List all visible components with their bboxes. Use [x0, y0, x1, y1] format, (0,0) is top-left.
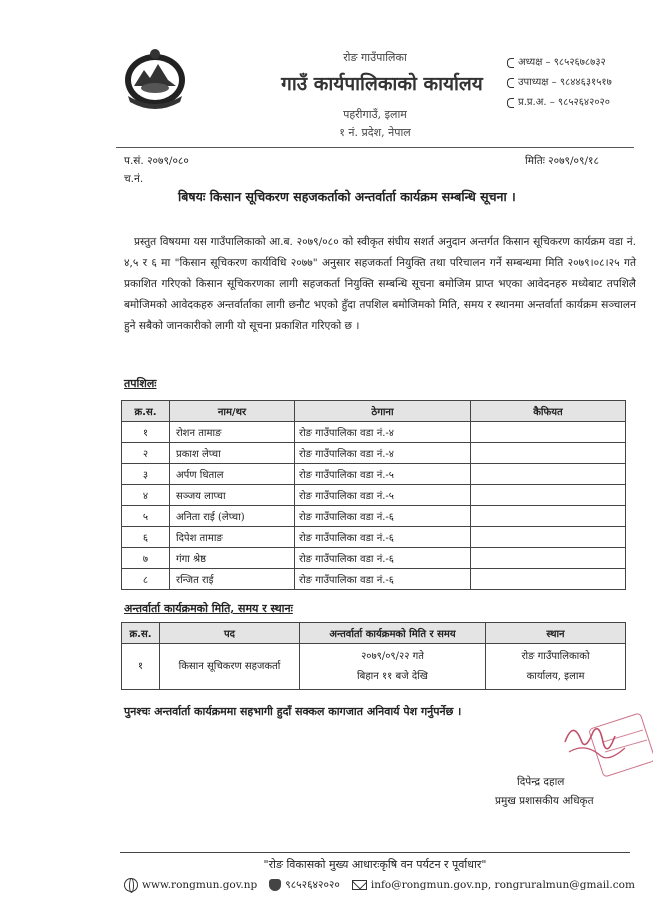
- col-header-sn: क्र.स.: [122, 401, 170, 422]
- table-row: ३ अर्पण धिताल रोङ गाउँपालिका वडा नं.-५: [122, 464, 626, 485]
- phone-icon: [507, 58, 514, 68]
- office-address: [290, 106, 460, 142]
- footer-website[interactable]: www.rongmun.gov.np: [124, 878, 257, 892]
- table-row: [122, 644, 626, 690]
- interview-post: किसान सूचिकरण सहजकर्ता: [160, 644, 300, 690]
- col-header-post: पद: [160, 623, 300, 644]
- province-line: १ नं. प्रदेश, नेपाल: [339, 126, 411, 139]
- table-row: ७ गंगा श्रेष्ठ रोङ गाउँपालिका वडा नं.-६: [122, 548, 626, 569]
- venue-line-1: रोङ गाउँपालिकाको: [521, 650, 590, 662]
- interview-schedule-label: अन्तर्वार्ता कार्यक्रमको मिति, समय र स्थानः: [124, 602, 293, 615]
- interview-schedule-table: [121, 622, 626, 690]
- col-header-name: नाम/थर: [170, 401, 295, 422]
- col-header-venue: स्थान: [486, 623, 626, 644]
- candidates-table: [121, 400, 626, 590]
- header-divider: [116, 147, 634, 148]
- table-row: २ प्रकाश लेप्चा रोङ गाउँपालिका वडा नं.-४: [122, 443, 626, 464]
- table-row: ८ रन्जित राई रोङ गाउँपालिका वडा नं.-६: [122, 569, 626, 590]
- table-header-row: [122, 401, 626, 422]
- col-header-datetime: अन्तर्वार्ता कार्यक्रमको मिति र समय: [300, 623, 486, 644]
- phone-icon: [507, 98, 514, 108]
- reference-number: प.सं. २०७९/०८०: [124, 155, 189, 167]
- signature-stamp: [555, 712, 653, 782]
- letter-date: मितिः २०७९/०९/१८: [525, 155, 599, 167]
- letter-body: प्रस्तुत विषयमा यस गाउँपालिकाको आ.ब. २०७९/०८० को स्वीकृत संघीय सशर्त अनुदान अन्तर्गत किसान सूचिकरण कार्यक्रम वडा नं. ४,५ र ६ मा "किसान सूचिकरण कार्यविधि २०७७" अनुसार सहजकर्ता नियुक्ति तथा परिचालन गर्ने सम्बन्धमा मिति २०७९।०८।२५ गते प्रकाशित गरिएको किसान सूचिकरणका लागी सहजकर्ता नियुक्ति सम्बन्धि सूचना बमोजिम प्राप्त भएका आवेदनहरु मध्येबाट तपशिलै बमोजिमको आवेदकहरु अन्तर्वार्ताका लागी छनौट भएको हुँदा तपशिल बमोजिमको मिति, समय र स्थानमा अन्तर्वार्ता कार्यक्रम सञ्चालन हुने सबैको जानकारीको लागी यो सूचना प्रकाशित गरिएको छ ।: [124, 236, 636, 332]
- footer-email[interactable]: info@rongmun.gov.np, rongruralmun@gmail.com: [352, 879, 635, 891]
- interview-sn: १: [122, 644, 160, 690]
- dispatch-number: च.नं.: [124, 173, 144, 185]
- table-row: ६ दिपेश तामाङ रोङ गाउँपालिका वडा नं.-६: [122, 527, 626, 548]
- footer-phone: ९८५२६४२०२०: [269, 878, 340, 892]
- interview-datetime: [300, 644, 486, 690]
- col-header-address: ठेगाना: [295, 401, 471, 422]
- globe-icon: [124, 878, 138, 892]
- signatory-title: प्रमुख प्रशासकीय अधिकृत: [495, 795, 594, 807]
- interview-venue: [486, 644, 626, 690]
- phone-icon: [507, 78, 514, 88]
- table-row: ५ अनिता राई (लेप्चा) रोङ गाउँपालिका वडा नं.-६: [122, 506, 626, 527]
- contact-vice-chairperson: उपाध्यक्ष – ९८४४६३१५१७: [507, 73, 612, 93]
- telephone-icon: [269, 879, 281, 891]
- letter-subject: बिषयः किसान सूचिकरण सहजकर्ताको अन्तर्वार्ता कार्यक्रम सम्बन्धि सूचना ।: [178, 189, 516, 204]
- footer-contacts: [124, 878, 647, 892]
- contact-cao: प्र.प्र.अ. – ९८५२६४२०२०: [507, 93, 612, 113]
- interview-date: २०७९/०९/२२ गते: [361, 650, 424, 662]
- contact-list: [507, 53, 612, 113]
- interview-time: बिहान ११ बजे देखि: [357, 670, 428, 682]
- col-header-remarks: कैफियत: [471, 401, 626, 422]
- table-row: ४ सञ्जय लाप्चा रोङ गाउँपालिका वडा नं.-५: [122, 485, 626, 506]
- municipality-name: रोङ गाउँपालिका: [343, 51, 407, 64]
- venue-line-2: कार्यालय, इलाम: [526, 670, 585, 682]
- footer-divider: [120, 852, 630, 853]
- contact-chairperson: अध्यक्ष – ९८५२६७८७३२: [507, 53, 612, 73]
- signatory-name: दिपेन्द्र दहाल: [517, 776, 565, 788]
- col-header-sn: क्र.स.: [122, 623, 160, 644]
- nepal-emblem-logo: [120, 46, 190, 110]
- envelope-icon: [352, 880, 367, 890]
- place-line: पहरीगाउँ, इलाम: [343, 108, 407, 121]
- candidates-label: तपशिलः: [124, 377, 157, 390]
- office-title: गाउँ कार्यपालिकाको कार्यालय: [281, 73, 483, 95]
- postscript-note: पुनश्चः अन्तर्वार्ता कार्यक्रममा सहभागी हुदाँ सक्कल कागजात अनिवार्य पेश गर्नुपर्नेछ ।: [124, 705, 462, 718]
- footer-motto: "रोङ विकासको मुख्य आधारःकृषि वन पर्यटन र पूर्वाधार": [263, 858, 487, 871]
- table-row: १ रोशन तामाङ रोङ गाउँपालिका वडा नं.-४: [122, 422, 626, 443]
- table-header-row: [122, 623, 626, 644]
